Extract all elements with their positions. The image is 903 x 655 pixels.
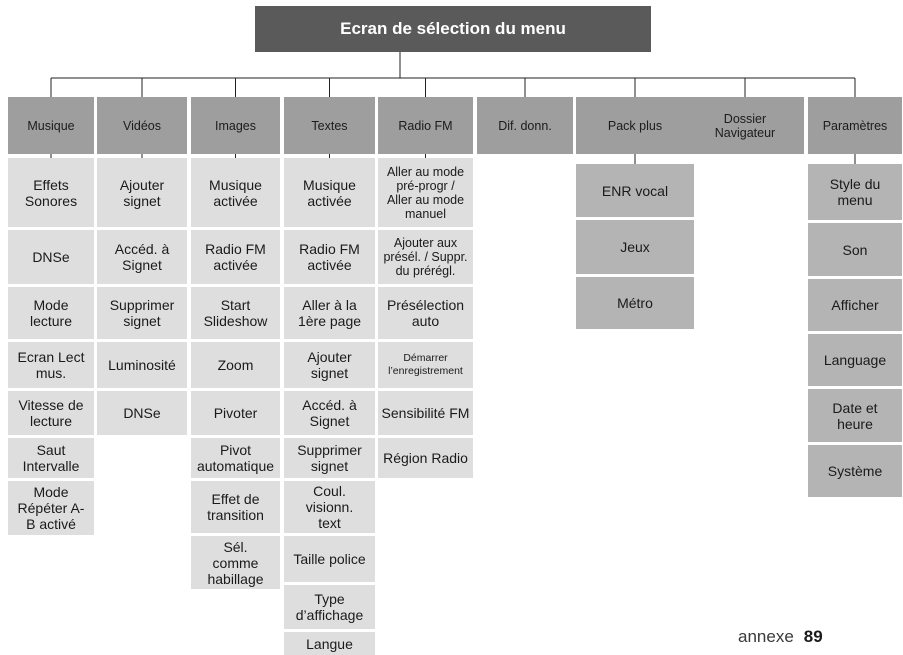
submenu-item: Date et heure xyxy=(808,389,902,442)
footer-section: annexe xyxy=(738,627,794,646)
submenu-item: Ecran Lect mus. xyxy=(8,342,94,388)
submenu-item: Luminosité xyxy=(97,342,187,388)
submenu-item: Ajouter signet xyxy=(97,158,187,227)
menu-header-0: Musique xyxy=(8,97,94,154)
submenu-item: Coul. visionn. text xyxy=(284,481,375,533)
submenu-item: Type d’affichage xyxy=(284,585,375,629)
submenu-column-6 xyxy=(576,164,694,329)
submenu-item: Aller à la 1ère page xyxy=(284,287,375,339)
menu-header-1: Vidéos xyxy=(97,97,187,154)
submenu-column-2 xyxy=(191,158,280,589)
page-footer xyxy=(738,627,823,647)
submenu-item: Style du menu xyxy=(808,164,902,220)
submenu-column-1 xyxy=(97,158,187,435)
submenu-item: Présélection auto xyxy=(378,287,473,339)
submenu-item: Effet de transition xyxy=(191,481,280,533)
submenu-column-4 xyxy=(378,158,473,478)
submenu-item: Pivoter xyxy=(191,391,280,435)
submenu-item: Mode Répéter A- B activé xyxy=(8,481,94,535)
submenu-item: Afficher xyxy=(808,279,902,331)
menu-header-8: Paramètres xyxy=(808,97,902,154)
menu-header-4: Radio FM xyxy=(378,97,473,154)
submenu-item: ENR vocal xyxy=(576,164,694,217)
submenu-item: Language xyxy=(808,334,902,386)
submenu-item: Supprimer signet xyxy=(284,438,375,478)
submenu-item: Système xyxy=(808,445,902,497)
submenu-item: DNSe xyxy=(97,391,187,435)
submenu-item: Zoom xyxy=(191,342,280,388)
submenu-item: Musique activée xyxy=(191,158,280,227)
submenu-item: Taille police xyxy=(284,536,375,582)
submenu-item: Ajouter aux présél. / Suppr. du prérégl. xyxy=(378,230,473,284)
menu-header-7: Dossier Navigateur xyxy=(686,97,804,154)
submenu-column-0 xyxy=(8,158,94,535)
submenu-item: Région Radio xyxy=(378,438,473,478)
submenu-item: Pivot automatique xyxy=(191,438,280,478)
submenu-item: Radio FM activée xyxy=(191,230,280,284)
submenu-column-8 xyxy=(808,164,902,497)
menu-header-5: Dif. donn. xyxy=(477,97,573,154)
submenu-item: Vitesse de lecture xyxy=(8,391,94,435)
submenu-item: Langue xyxy=(284,632,375,655)
submenu-item: DNSe xyxy=(8,230,94,284)
submenu-item: Effets Sonores xyxy=(8,158,94,227)
submenu-item: Ajouter signet xyxy=(284,342,375,388)
submenu-item: Start Slideshow xyxy=(191,287,280,339)
submenu-item: Mode lecture xyxy=(8,287,94,339)
submenu-item: Aller au mode pré-progr / Aller au mode manuel xyxy=(378,158,473,227)
submenu-item: Accéd. à Signet xyxy=(284,391,375,435)
submenu-item: Accéd. à Signet xyxy=(97,230,187,284)
submenu-item: Démarrer l’enregistrement xyxy=(378,342,473,388)
submenu-item: Saut Intervalle xyxy=(8,438,94,478)
menu-header-3: Textes xyxy=(284,97,375,154)
submenu-item: Métro xyxy=(576,277,694,329)
submenu-item: Musique activée xyxy=(284,158,375,227)
submenu-item: Supprimer signet xyxy=(97,287,187,339)
menu-header-6: Pack plus xyxy=(576,97,694,154)
submenu-column-3 xyxy=(284,158,375,655)
submenu-item: Sensibilité FM xyxy=(378,391,473,435)
diagram-title: Ecran de sélection du menu xyxy=(255,6,651,52)
menu-header-2: Images xyxy=(191,97,280,154)
submenu-item: Jeux xyxy=(576,220,694,274)
page-number: 89 xyxy=(803,627,823,646)
submenu-item: Son xyxy=(808,223,902,276)
submenu-item: Sél. comme habillage xyxy=(191,536,280,589)
submenu-item: Radio FM activée xyxy=(284,230,375,284)
